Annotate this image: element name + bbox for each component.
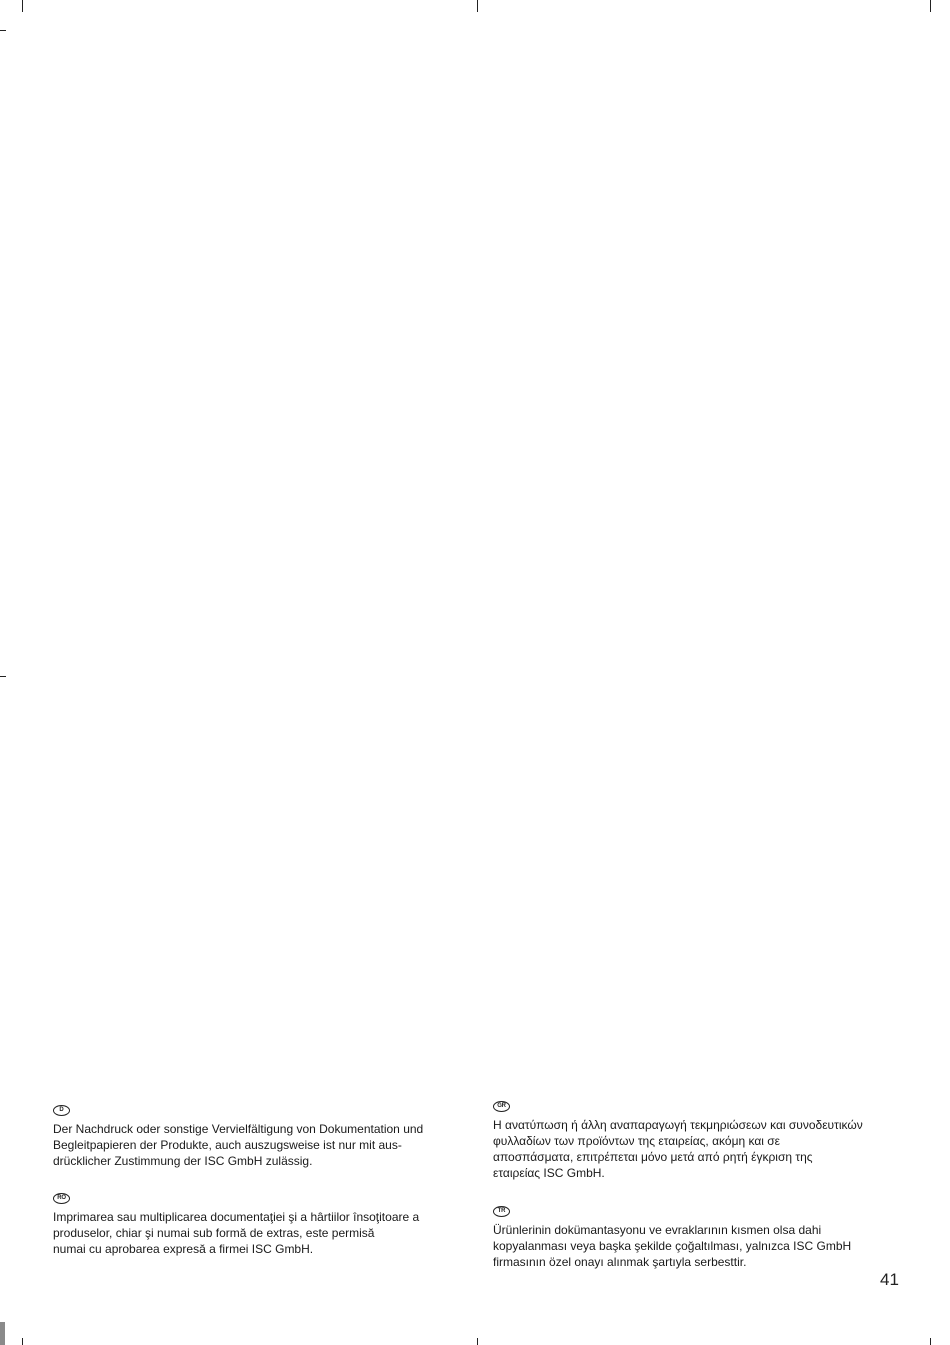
text-line: Der Nachdruck oder sonstige Vervielfältigung von Dokumentation und xyxy=(53,1122,424,1136)
notice-de xyxy=(53,1098,473,1169)
text-line: produselor, chiar şi numai sub formă de extras, este permisă xyxy=(53,1226,375,1240)
edge-bar xyxy=(0,1322,5,1345)
notice-gr-text xyxy=(493,1117,913,1181)
text-line: kopyalanması veya başka şekilde çoğaltılması, yalnızca ISC GmbH xyxy=(493,1239,852,1253)
text-line: firmasının özel onayı alınmak şartıyla serbesttir. xyxy=(493,1255,747,1269)
text-line: Η ανατύπωση ή άλλη αναπαραγωγή τεκμηριώσεων και συνοδευτικών xyxy=(493,1118,863,1132)
page-number: 41 xyxy=(880,1270,899,1289)
notice-ro-text xyxy=(53,1209,473,1257)
language-badge-de: D xyxy=(53,1105,70,1116)
text-line: numai cu aprobarea expresă a firmei ISC GmbH. xyxy=(53,1242,314,1256)
left-column xyxy=(53,0,473,1345)
crop-mark-bottom-right xyxy=(930,1338,931,1345)
text-line: Begleitpapieren der Produkte, auch auszugsweise ist nur mit aus- xyxy=(53,1138,402,1152)
notice-ro xyxy=(53,1186,473,1257)
text-line: Ürünlerinin dokümantasyonu ve evraklarının kısmen olsa dahi xyxy=(493,1223,822,1237)
text-line: Imprimarea sau multiplicarea documentaţiei şi a hârtiilor însoţitoare a xyxy=(53,1210,420,1224)
text-line: εταιρείας ISC GmbH. xyxy=(493,1166,605,1180)
crop-mark-top-right xyxy=(930,0,931,12)
notice-de-text xyxy=(53,1121,473,1169)
notice-tr-text xyxy=(493,1222,913,1270)
crop-mark-left-middle xyxy=(0,676,6,677)
crop-mark-top-left xyxy=(22,0,23,12)
language-badge-gr: GR xyxy=(493,1101,510,1112)
notice-tr xyxy=(493,1199,913,1270)
right-column xyxy=(493,0,913,1345)
crop-mark-bottom-left xyxy=(22,1338,23,1345)
text-line: φυλλαδίων των προϊόντων της εταιρείας, ακόμη και σε xyxy=(493,1134,781,1148)
crop-mark-top-center xyxy=(477,0,478,12)
crop-mark-left-top xyxy=(0,30,6,31)
text-line: drücklicher Zustimmung der ISC GmbH zulässig. xyxy=(53,1154,313,1168)
language-badge-tr: TR xyxy=(493,1206,510,1217)
language-badge-ro: RO xyxy=(53,1193,70,1204)
crop-mark-bottom-center xyxy=(477,1338,478,1345)
notice-gr xyxy=(493,1094,913,1181)
text-line: αποσπάσματα, επιτρέπεται μόνο μετά από ρητή έγκριση της xyxy=(493,1150,813,1164)
